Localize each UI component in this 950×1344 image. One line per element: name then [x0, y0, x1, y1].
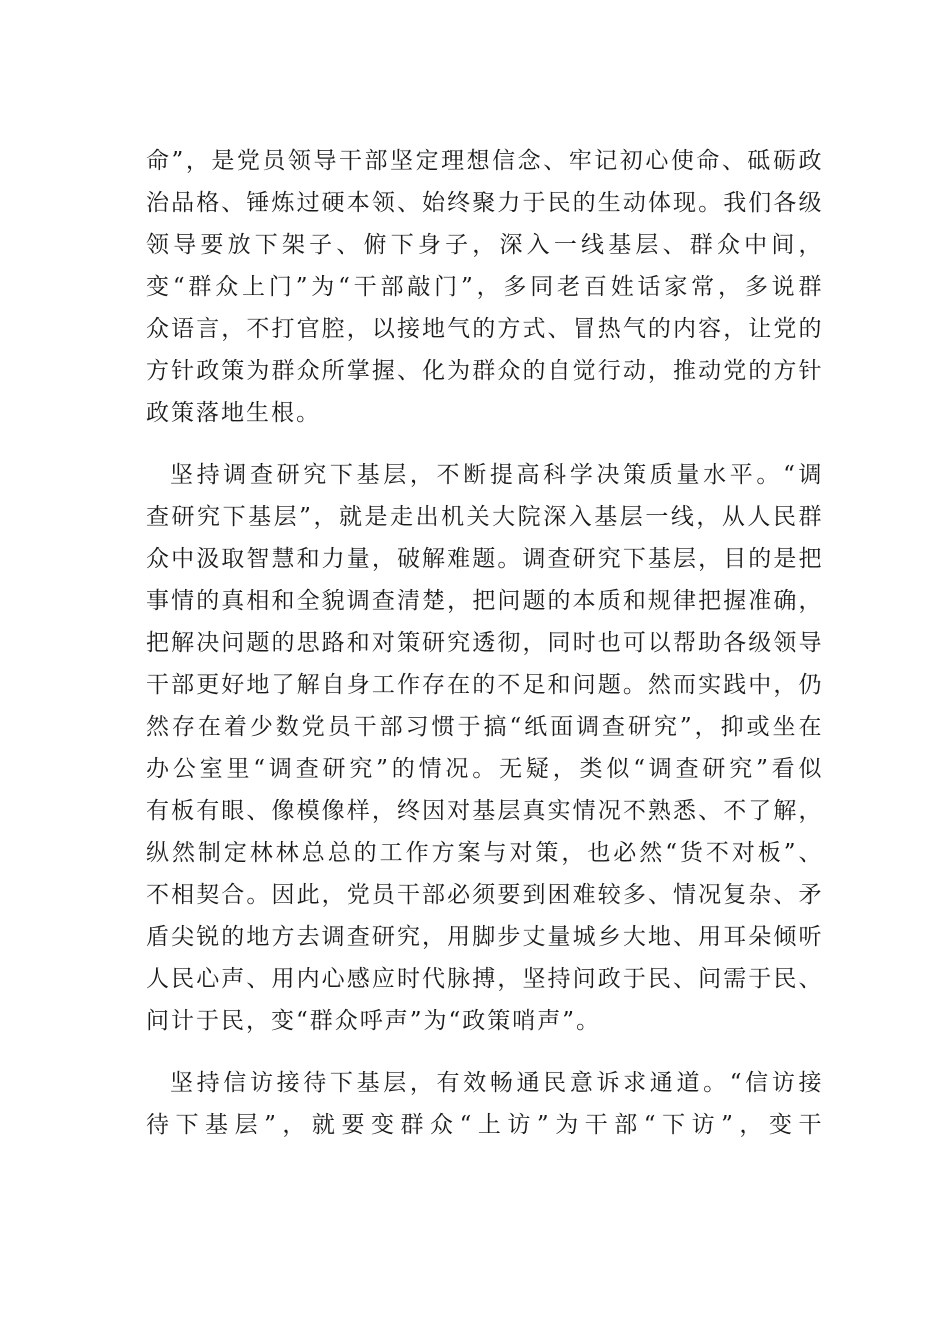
paragraph-first-line: 坚持信访接待下基层，有效畅通民意诉求通道。“信访接: [170, 1070, 822, 1096]
text-line: 盾尖锐的地方去调查研究，用脚步丈量城乡大地、用耳朵倾听: [146, 924, 822, 950]
text-line: 干部更好地了解自身工作存在的不足和问题。然而实践中，仍: [146, 672, 822, 698]
text-line: 方针政策为群众所掌握、化为群众的自觉行动，推动党的方针: [146, 358, 822, 384]
text-line: 政策落地生根。: [146, 400, 321, 426]
text-line: 命”，是党员领导干部坚定理想信念、牢记初心使命、砥砺政: [146, 148, 822, 174]
text-line: 事情的真相和全貌调查清楚，把问题的本质和规律把握准确，: [146, 588, 822, 614]
text-line: 有板有眼、像模像样，终因对基层真实情况不熟悉、不了解，: [146, 798, 822, 824]
text-line: 治品格、锤炼过硬本领、始终聚力于民的生动体现。我们各级: [146, 190, 822, 216]
paragraph-first-line: 坚持调查研究下基层，不断提高科学决策质量水平。“调: [170, 462, 822, 488]
text-line: 不相契合。因此，党员干部必须要到困难较多、情况复杂、矛: [146, 882, 822, 908]
text-line: 查研究下基层”，就是走出机关大院深入基层一线，从人民群: [146, 504, 822, 530]
text-line: 纵然制定林林总总的工作方案与对策，也必然“货不对板”、: [146, 840, 822, 866]
text-line: 问计于民，变“群众呼声”为“政策哨声”。: [146, 1008, 602, 1034]
text-line: 人民心声、用内心感应时代脉搏，坚持问政于民、问需于民、: [146, 966, 822, 992]
text-line: 然存在着少数党员干部习惯于搞“纸面调查研究”，抑或坐在: [146, 714, 822, 740]
text-line: 把解决问题的思路和对策研究透彻，同时也可以帮助各级领导: [146, 630, 822, 656]
text-line: 待下基层”，就要变群众“上访”为干部“下访”，变干: [146, 1112, 822, 1138]
text-line: 办公室里“调查研究”的情况。无疑，类似“调查研究”看似: [146, 756, 822, 782]
text-line: 众中汲取智慧和力量，破解难题。调查研究下基层，目的是把: [146, 546, 822, 572]
text-line: 变“群众上门”为“干部敲门”，多同老百姓话家常，多说群: [146, 274, 822, 300]
text-line: 领导要放下架子、俯下身子，深入一线基层、群众中间，: [146, 232, 822, 258]
text-line: 众语言，不打官腔，以接地气的方式、冒热气的内容，让党的: [146, 316, 822, 342]
